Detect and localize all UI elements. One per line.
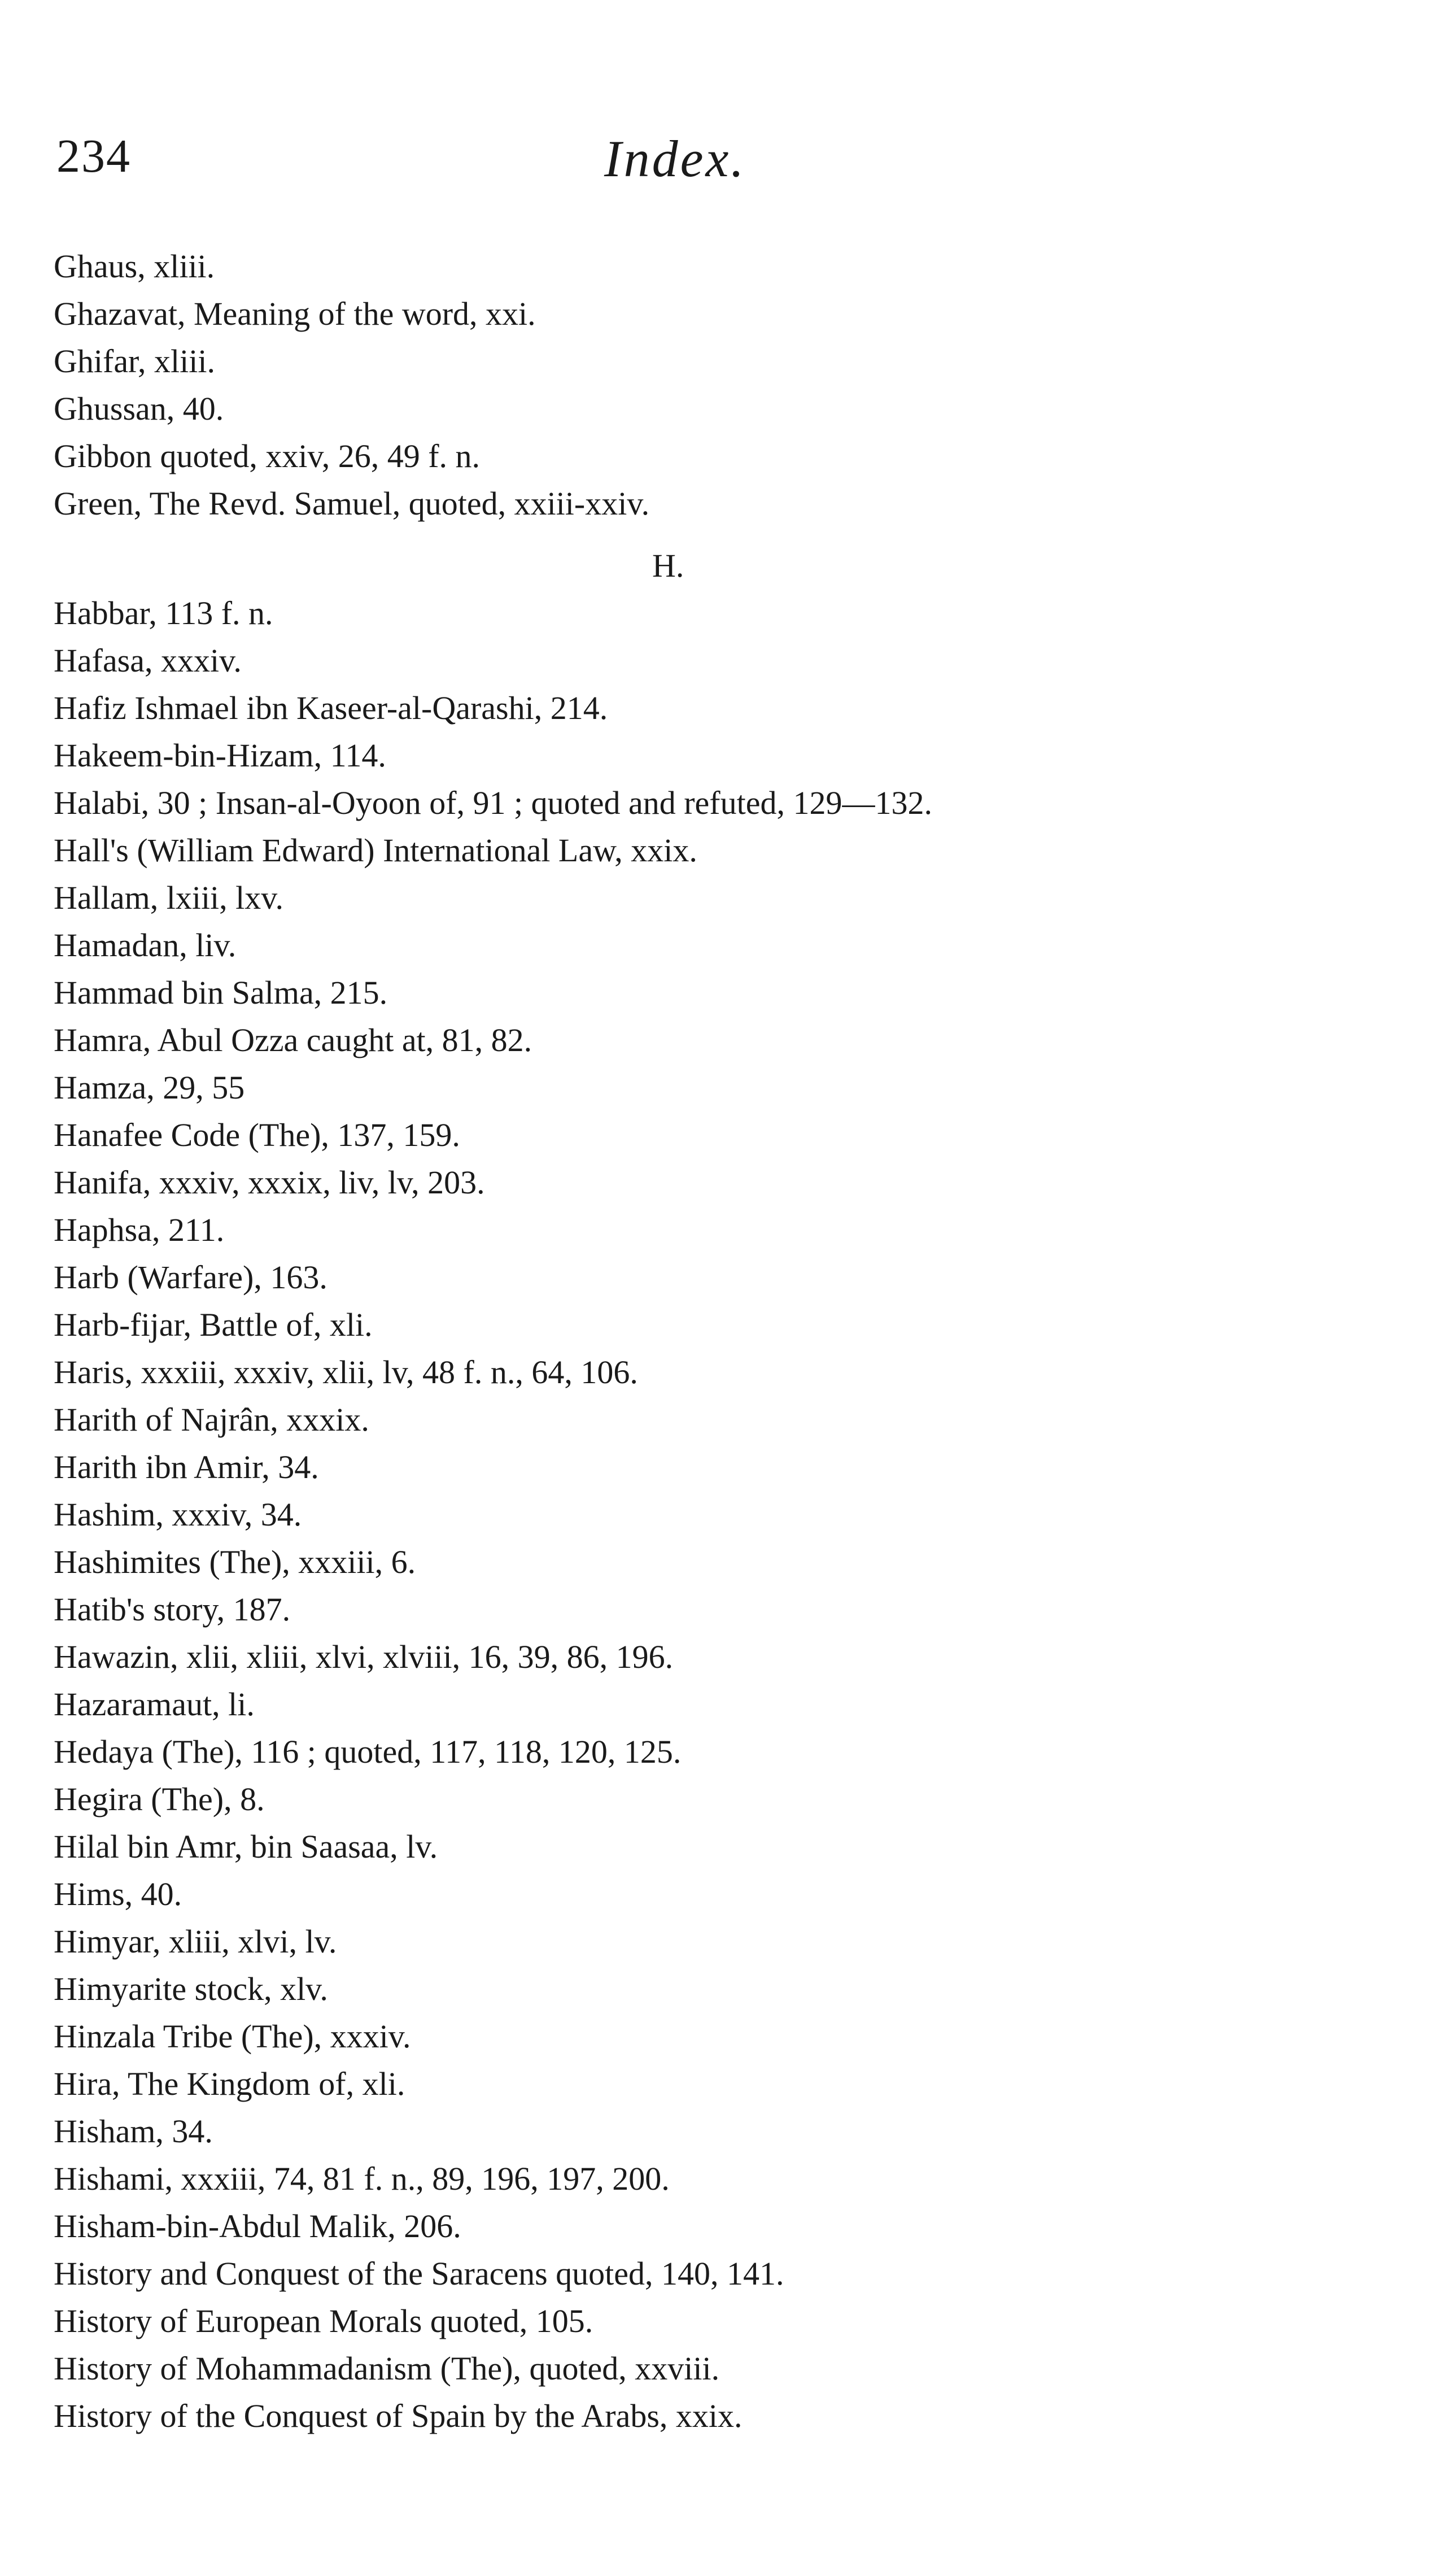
index-entry: Hall's (William Edward) International Law, xxix. <box>54 832 697 869</box>
index-entry: Ghaus, xliii. <box>54 248 215 285</box>
index-entry: Hallam, lxiii, lxv. <box>54 879 284 916</box>
index-entry: Hegira (The), 8. <box>54 1781 265 1817</box>
index-entry: History of European Morals quoted, 105. <box>54 2303 593 2339</box>
index-entry: Hamza, 29, 55 <box>54 1069 245 1106</box>
index-entry: Hinzala Tribe (The), xxxiv. <box>54 2018 411 2055</box>
index-entry: Green, The Revd. Samuel, quoted, xxiii-xxiv. <box>54 485 650 522</box>
index-entry: Hakeem-bin-Hizam, 114. <box>54 737 386 774</box>
index-entry: Halabi, 30 ; Insan-al-Oyoon of, 91 ; quoted and refuted, 129—132. <box>54 784 932 821</box>
section-heading-h: H. <box>652 547 684 584</box>
index-entry: Habbar, 113 f. n. <box>54 595 273 631</box>
index-entry: Hilal bin Amr, bin Saasaa, lv. <box>54 1828 438 1865</box>
index-entry: History of Mohammadanism (The), quoted, xxviii. <box>54 2350 720 2387</box>
index-entry: Hamadan, liv. <box>54 927 237 964</box>
index-entry: Hanifa, xxxiv, xxxix, liv, lv, 203. <box>54 1164 485 1201</box>
index-entry: Hisham-bin-Abdul Malik, 206. <box>54 2208 461 2244</box>
index-entry: Himyarite stock, xlv. <box>54 1971 328 2007</box>
index-entry: Hamra, Abul Ozza caught at, 81, 82. <box>54 1022 532 1058</box>
index-entry: Harith of Najrân, xxxix. <box>54 1401 369 1438</box>
index-entry: Hims, 40. <box>54 1876 182 1912</box>
index-entry: Hanafee Code (The), 137, 159. <box>54 1117 460 1153</box>
index-entry: Haphsa, 211. <box>54 1211 225 1248</box>
index-entry: Haris, xxxiii, xxxiv, xlii, lv, 48 f. n., 64, 106. <box>54 1354 638 1391</box>
page-header <box>56 129 1355 191</box>
index-entry: Hawazin, xlii, xliii, xlvi, xlviii, 16, 39, 86, 196. <box>54 1638 674 1675</box>
index-entry: Harb (Warfare), 163. <box>54 1259 328 1296</box>
page-number: 234 <box>56 130 131 182</box>
index-entry: Hashim, xxxiv, 34. <box>54 1496 302 1533</box>
index-entry: Hafiz Ishmael ibn Kaseer-al-Qarashi, 214. <box>54 690 608 726</box>
index-entry: Hatib's story, 187. <box>54 1591 291 1628</box>
index-entry: Hafasa, xxxiv. <box>54 642 242 679</box>
index-entries <box>54 243 1381 2440</box>
index-entry: Harb-fijar, Battle of, xli. <box>54 1306 373 1343</box>
index-entry: Hisham, 34. <box>54 2113 213 2150</box>
index-entry: Hira, The Kingdom of, xli. <box>54 2065 405 2102</box>
index-entry: Harith ibn Amir, 34. <box>54 1449 319 1485</box>
index-entry: Himyar, xliii, xlvi, lv. <box>54 1923 337 1960</box>
index-entry: Hammad bin Salma, 215. <box>54 974 388 1011</box>
index-entry: Hashimites (The), xxxiii, 6. <box>54 1544 416 1580</box>
index-entry: Hishami, xxxiii, 74, 81 f. n., 89, 196, 197, 200. <box>54 2160 670 2197</box>
index-entry: Hazaramaut, li. <box>54 1686 255 1723</box>
running-title: Index. <box>604 130 746 188</box>
index-entry: Hedaya (The), 116 ; quoted, 117, 118, 120, 125. <box>54 1733 682 1770</box>
index-entry: Ghazavat, Meaning of the word, xxi. <box>54 295 536 332</box>
index-entry: History and Conquest of the Saracens quoted, 140, 141. <box>54 2255 784 2292</box>
index-entry: Ghifar, xliii. <box>54 343 216 380</box>
index-entry: History of the Conquest of Spain by the Arabs, xxix. <box>54 2398 743 2434</box>
index-entry: Gibbon quoted, xxiv, 26, 49 f. n. <box>54 438 481 474</box>
index-entry: Ghussan, 40. <box>54 390 224 427</box>
